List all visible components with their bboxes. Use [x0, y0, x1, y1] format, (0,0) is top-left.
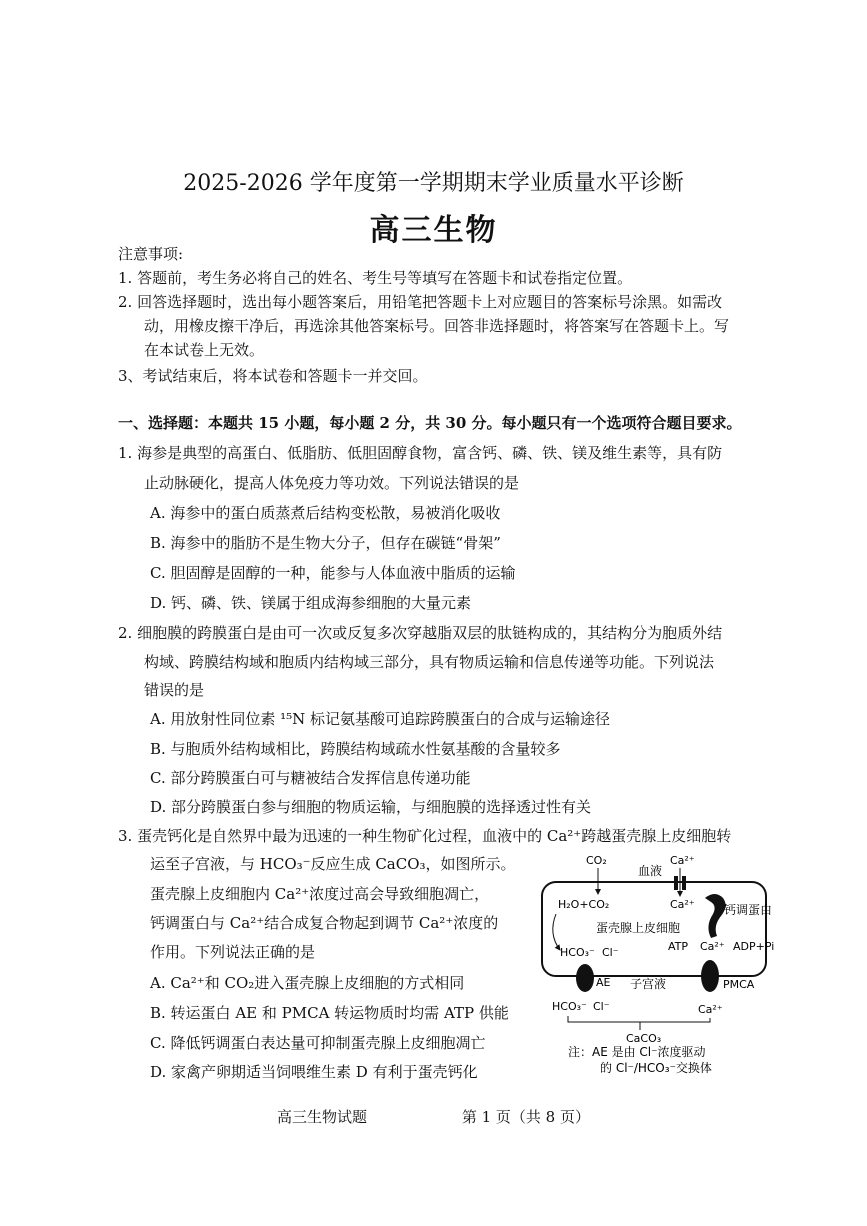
ca-top-label: Ca²⁺	[670, 854, 695, 867]
question-stem: 3. 蛋壳钙化是自然界中最为迅速的一种生物矿化过程，血液中的 Ca²⁺跨越蛋壳腺上皮细胞转	[118, 827, 732, 845]
atp-label: ATP	[668, 940, 689, 953]
cl-out-label: Cl⁻	[593, 1000, 610, 1013]
ae-label: AE	[596, 976, 611, 989]
option: C. 部分跨膜蛋白可与糖被结合发挥信息传递功能	[150, 769, 471, 787]
reaction-arrow	[553, 914, 560, 950]
page-footer	[0, 1106, 867, 1127]
question-stem: 构域、跨膜结构域和胞质内结构域三部分，具有物质运输和信息传递等功能。下列说法	[144, 653, 715, 671]
adp-label: ADP+Pi	[733, 940, 775, 953]
question-stem: 作用。下列说法正确的是	[150, 943, 316, 961]
option: B. 海参中的脂肪不是生物大分子，但存在碳链“骨架”	[150, 534, 501, 552]
pmca-transporter-icon	[701, 960, 719, 992]
ca-channel-icon	[674, 876, 678, 890]
hco3-out-label: HCO₃⁻	[552, 1000, 587, 1013]
uterine-label: 子宫液	[630, 977, 667, 991]
calmodulin-icon	[705, 894, 726, 938]
caco3-label: CaCO₃	[626, 1032, 662, 1045]
ae-transporter-icon	[576, 964, 594, 992]
question-stem: 1. 海参是典型的高蛋白、低脂肪、低胆固醇食物，富含钙、磷、铁、镁及维生素等，具有防	[118, 444, 723, 462]
cell-label: 蛋壳腺上皮细胞	[596, 921, 681, 935]
option: D. 部分跨膜蛋白参与细胞的物质运输，与细胞膜的选择透过性有关	[150, 798, 592, 816]
option: B. 转运蛋白 AE 和 PMCA 转运物质时均需 ATP 供能	[150, 1004, 509, 1022]
question-stem: 错误的是	[144, 681, 205, 699]
question-stem: 止动脉硬化，提高人体免疫力等功效。下列说法错误的是	[144, 474, 520, 492]
figure-note: 的 Cl⁻/HCO₃⁻交换体	[600, 1061, 712, 1075]
ca-out-label: Ca²⁺	[698, 1003, 723, 1016]
pmca-label: PMCA	[723, 978, 755, 991]
ca-in-label: Ca²⁺	[670, 898, 695, 911]
hco3-label: HCO₃⁻	[560, 946, 595, 959]
cell-transport-diagram	[530, 850, 790, 1080]
footer-name: 高三生物试题	[277, 1108, 368, 1126]
notice-item: 动，用橡皮擦干净后，再选涂其他答案标号。回答非选择题时，将答案写在答题卡上。写	[144, 317, 730, 335]
notice-item: 2. 回答选择题时，选出每小题答案后，用铅笔把答题卡上对应题目的答案标号涂黑。如需改	[118, 293, 723, 311]
footer-page: 第 1 页（共 8 页）	[461, 1108, 590, 1126]
option: D. 家禽产卵期适当饲喂维生素 D 有利于蛋壳钙化	[150, 1063, 478, 1081]
question-stem: 蛋壳腺上皮细胞内 Ca²⁺浓度过高会导致细胞凋亡，	[150, 885, 490, 903]
option: A. Ca²⁺和 CO₂进入蛋壳腺上皮细胞的方式相同	[150, 974, 465, 992]
notice-heading: 注意事项:	[118, 245, 184, 263]
question-stem: 2. 细胞膜的跨膜蛋白是由可一次或反复多次穿越脂双层的肽链构成的，其结构分为胞质外结	[118, 624, 723, 642]
option: A. 用放射性同位素 ¹⁵N 标记氨基酸可追踪跨膜蛋白的合成与运输途径	[150, 710, 611, 728]
calmodulin-label: 钙调蛋白	[724, 903, 773, 917]
ca-mid-label: Ca²⁺	[700, 940, 725, 953]
ca-channel-icon	[682, 876, 686, 890]
figure-note: 注：AE 是由 Cl⁻浓度驱动	[568, 1045, 706, 1059]
notice-item: 1. 答题前，考生务必将自己的姓名、考生号等填写在答题卡和试卷指定位置。	[118, 269, 633, 287]
section-heading: 一、选择题：本题共 15 小题，每小题 2 分，共 30 分。每小题只有一个选项符合题目要求。	[118, 414, 742, 432]
exam-title: 2025-2026 学年度第一学期期末学业质量水平诊断	[183, 171, 684, 196]
h2o-co2-label: H₂O+CO₂	[558, 898, 610, 911]
cl-label: Cl⁻	[602, 946, 619, 959]
co2-label: CO₂	[586, 854, 607, 867]
notice-item: 在本试卷上无效。	[144, 341, 265, 359]
question-stem: 钙调蛋白与 Ca²⁺结合成复合物起到调节 Ca²⁺浓度的	[150, 914, 499, 932]
blood-label: 血液	[638, 864, 663, 878]
option: C. 胆固醇是固醇的一种，能参与人体血液中脂质的运输	[150, 564, 516, 582]
option: B. 与胞质外结构域相比，跨膜结构域疏水性氨基酸的含量较多	[150, 740, 561, 758]
option: D. 钙、磷、铁、镁属于组成海参细胞的大量元素	[150, 594, 472, 612]
option: C. 降低钙调蛋白表达量可抑制蛋壳腺上皮细胞凋亡	[150, 1034, 486, 1052]
option: A. 海参中的蛋白质蒸煮后结构变松散，易被消化吸收	[150, 504, 501, 522]
subject-title: 高三生物	[369, 213, 498, 248]
caco3-bracket	[568, 1016, 710, 1030]
question-stem: 运至子宫液，与 HCO₃⁻反应生成 CaCO₃，如图所示。	[150, 855, 516, 873]
notice-item: 3、考试结束后，将本试卷和答题卡一并交回。	[118, 367, 428, 385]
